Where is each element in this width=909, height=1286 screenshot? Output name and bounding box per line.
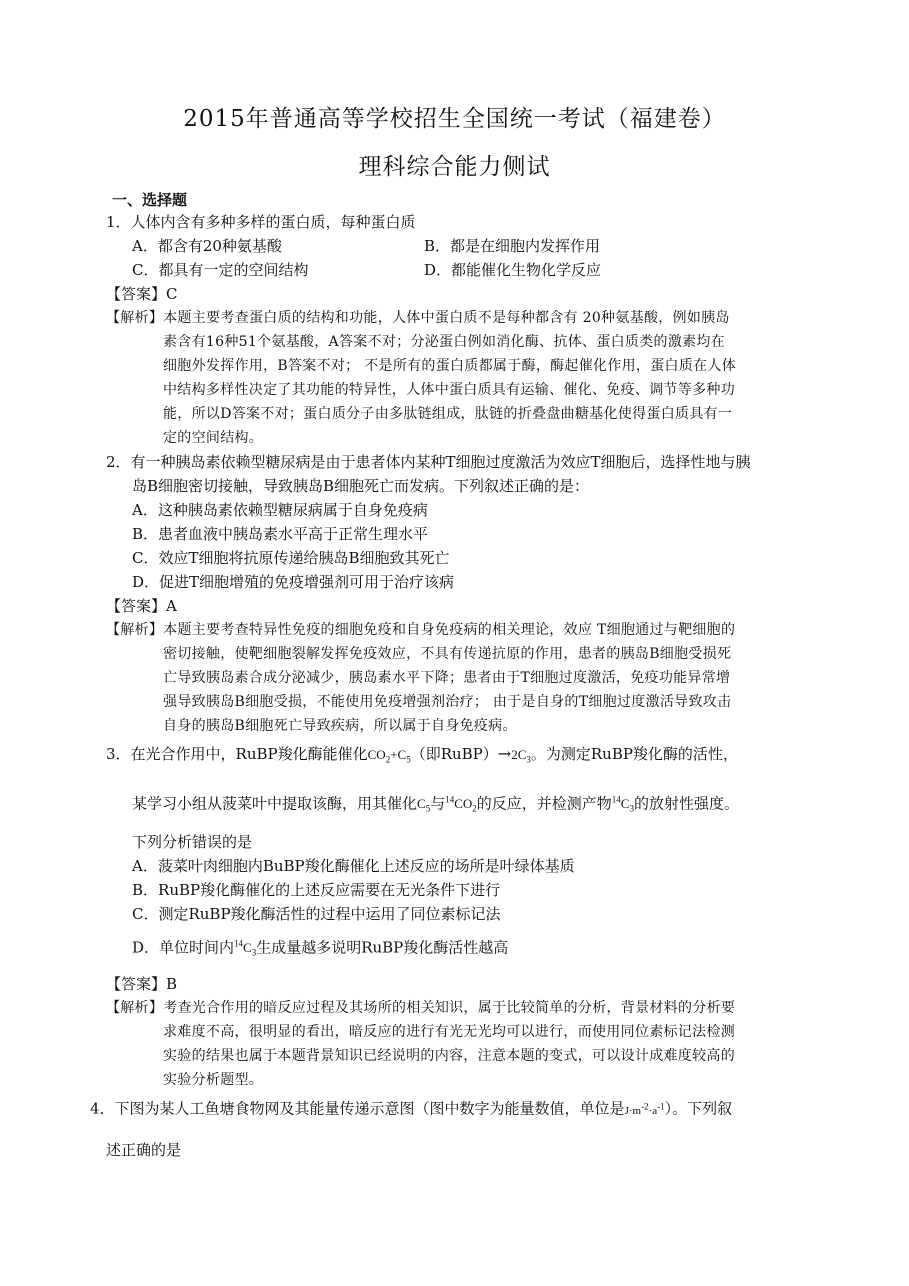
section-heading: 一、选择题	[112, 191, 188, 209]
q2-analysis-line: 亡导致胰岛素合成分泌减少，胰岛素水平下降；患者由于T细胞过度激活，免疫功能异常增	[163, 670, 731, 686]
q4-stem-cont: 述正确的是	[106, 1141, 182, 1159]
q1-option-a: A．都含有20种氨基酸	[132, 237, 282, 255]
formula-c5: $C_5$	[417, 796, 431, 814]
formula-2c3: $2C_3$	[511, 747, 531, 765]
q2-analysis-line: 强导致胰岛B细胞受损，不能使用免疫增强剂治疗； 由于是自身的T细胞过度激活导致攻击	[163, 694, 732, 710]
formula-14co2: $^{14}CO_2$	[445, 795, 477, 814]
q3-lead: 下列分析错误的是	[132, 833, 253, 851]
q3-stem-cont	[132, 790, 739, 819]
q3-stem-text: 3．在光合作用中，RuBP羧化酶能催化	[106, 745, 368, 763]
q1-analysis-line: 【解析】本题主要考查蛋白质的结构和功能，人体中蛋白质不是每种都含有 20种氨基酸，例如胰岛	[106, 310, 730, 326]
q3-option-b: B．RuBP羧化酶催化的上述反应需要在无光条件下进行	[132, 881, 501, 899]
q3-stem-text: 的放射性强度。	[633, 794, 739, 813]
q1-stem: 1．人体内含有多种多样的蛋白质，每种蛋白质	[106, 213, 416, 231]
q3-stem-text: 的反应，并检测产物	[476, 794, 612, 813]
q3-option-c: C．测定RuBP羧化酶活性的过程中运用了同位素标记法	[132, 905, 501, 923]
q2-analysis-line: 自身的胰岛B细胞死亡导致疾病，所以属于自身免疫病。	[163, 718, 517, 734]
q3-stem-text: 某学习小组从菠菜叶中提取该酶，用其催化	[132, 794, 418, 813]
q3-option-d	[132, 934, 508, 963]
q2-option-d: D．促进T细胞增殖的免疫增强剂可用于治疗该病	[132, 573, 455, 591]
formula-14c3: $^{14}C_3$	[611, 795, 634, 814]
formula-14c3-d: $^{14}C_3$	[234, 939, 257, 958]
q1-analysis-line: 中结构多样性决定了其功能的特异性，人体中蛋白质具有运输、催化、免疫、调节等多种功	[163, 382, 735, 398]
reaction-arrow: →	[497, 744, 512, 763]
q1-option-c: C．都具有一定的空间结构	[132, 261, 309, 279]
q3-option-d-text: 生成量越多说明RuBP羧化酶活性越高	[256, 938, 509, 957]
q2-option-a: A．这种胰岛素依赖型糖尿病属于自身免疫病	[132, 501, 428, 519]
q1-option-b: B．都是在细胞内发挥作用	[424, 237, 601, 255]
q3-option-d-text: D．单位时间内	[132, 938, 235, 957]
q3-stem	[106, 744, 738, 770]
q3-analysis-line: 实验的结果也属于本题背景知识已经说明的内容，注意本题的变式，可以设计成难度较高的	[163, 1048, 735, 1064]
q1-answer: 【答案】C	[106, 285, 178, 303]
q1-analysis-line: 能，所以D答案不对；蛋白质分子由多肽链组成，肽链的折叠盘曲糖基化使得蛋白质具有一	[163, 406, 733, 422]
q3-stem-text: （即RuBP）	[410, 745, 498, 763]
q2-stem: 2．有一种胰岛素依赖型糖尿病是由于患者体内某种T细胞过度激活为效应T细胞后，选择性地与胰	[106, 453, 751, 471]
q4-stem-text: ）。下列叙	[664, 1099, 733, 1118]
q3-answer: 【答案】B	[106, 975, 178, 993]
page-title: 2015年普通高等学校招生全国统一考试（福建卷）	[183, 106, 726, 132]
q2-stem-cont: 岛B细胞密切接触，导致胰岛B细胞死亡而发病。下列叙述正确的是：	[132, 477, 590, 495]
energy-unit: $J\cdot m^{-2}\cdot a^{-1}$	[624, 1101, 665, 1117]
formula-co2-c5: $CO_2+C_5$	[367, 747, 411, 765]
q2-analysis-line: 【解析】本题主要考查特异性免疫的细胞免疫和自身免疫病的相关理论，效应 T细胞通过与靶细胞的	[106, 622, 736, 638]
q2-analysis-line: 密切接触，使靶细胞裂解发挥免疫效应，不具有传递抗原的作用，患者的胰岛B细胞受损死	[163, 646, 732, 662]
q1-analysis-line: 素含有16种51个氨基酸，A答案不对；分泌蛋白例如消化酶、抗体、蛋白质类的激素均在	[163, 334, 726, 350]
q3-stem-text: 。为测定RuBP羧化酶的活性，	[530, 745, 738, 763]
page-subtitle: 理科综合能力侧试	[358, 154, 551, 180]
q4-stem-text: 4．下图为某人工鱼塘食物网及其能量传递示意图（图中数字为能量数值，单位是	[90, 1099, 625, 1118]
q3-analysis-line: 【解析】考查光合作用的暗反应过程及其场所的相关知识，属于比较简单的分析，背景材料的分析要	[106, 1000, 736, 1016]
q3-analysis-line: 实验分析题型。	[163, 1072, 264, 1088]
q4-stem	[90, 1096, 732, 1121]
q3-stem-text: 与	[430, 794, 446, 813]
q2-answer: 【答案】A	[106, 597, 177, 615]
q3-analysis-line: 求难度不高，很明显的看出，暗反应的进行有光无光均可以进行，而使用同位素标记法检测	[163, 1024, 735, 1040]
q1-analysis-line: 定的空间结构。	[163, 430, 264, 446]
q1-option-d: D．都能催化生物化学反应	[424, 261, 602, 279]
q2-option-b: B．患者血液中胰岛素水平高于正常生理水平	[132, 525, 429, 543]
q3-option-a: A．菠菜叶肉细胞内BuBP羧化酶催化上述反应的场所是叶绿体基质	[132, 857, 575, 875]
q2-option-c: C．效应T细胞将抗原传递给胰岛B细胞致其死亡	[132, 549, 450, 567]
q1-analysis-line: 细胞外发挥作用，B答案不对； 不是所有的蛋白质都属于酶，酶起催化作用，蛋白质在人体	[163, 358, 737, 374]
